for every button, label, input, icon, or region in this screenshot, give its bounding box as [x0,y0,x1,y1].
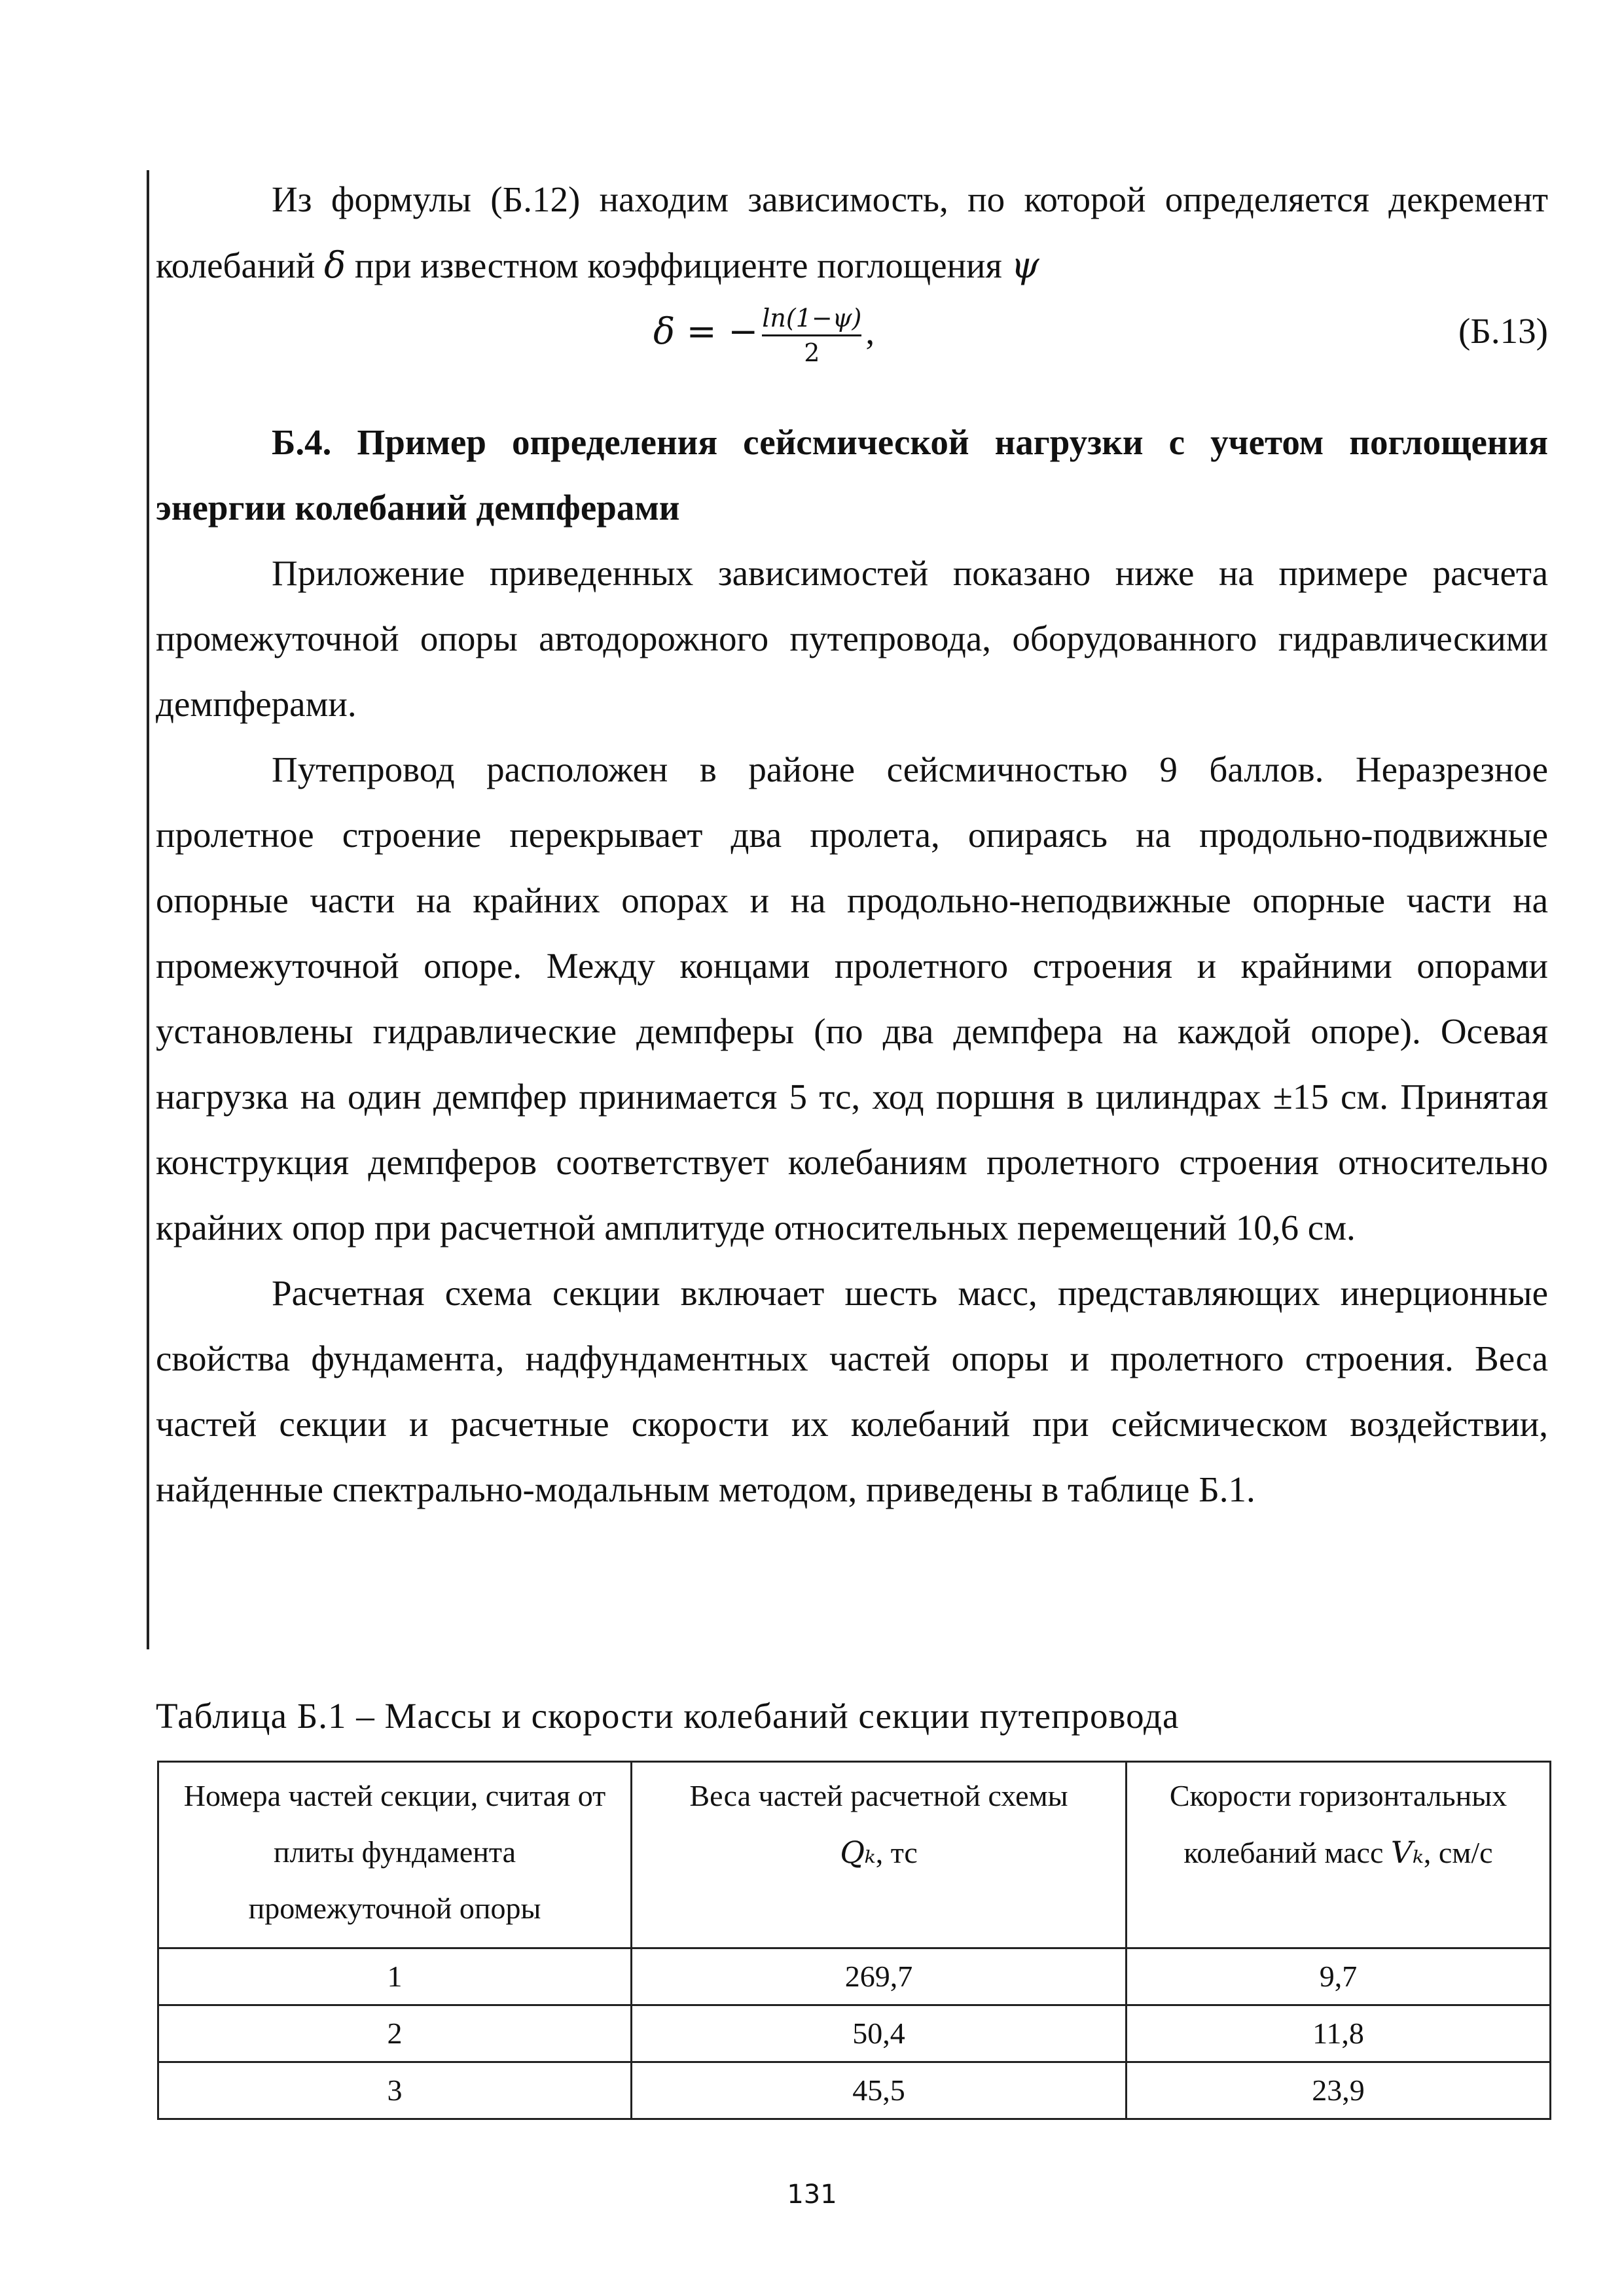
formula-numerator: ln(1−ψ) [762,303,862,332]
delta-symbol: δ [324,244,346,286]
formula-fraction [762,303,862,367]
header-weight: Веса частей расчетной схемы Qₖ, тс [632,1762,1127,1948]
cell-weight: 45,5 [632,2062,1127,2119]
header-speed: Скорости горизонтальных колебаний масс Vₖ, см/с [1127,1762,1551,1948]
formula-trailing: , [865,312,875,351]
section-heading: Б.4. Пример определения сейсмической нагрузки с учетом поглощения энергии колебаний демпферами [156,422,1548,528]
paragraph-scheme: Расчетная схема секции включает шесть масс, представляющих инерционные свойства фундамента, надфундаментных частей опоры и пролетного строения. Веса частей секции и расчетные скорости их колебаний при сейсмическом воздействии, найденные спектрально-модальным методом, приведены в таблице Б.1. [156,1273,1548,1509]
cell-num: 1 [158,1948,632,2005]
formula-number: (Б.13) [1458,311,1548,351]
psi-symbol: ψ [1011,244,1039,286]
table-row [158,2062,1551,2119]
margin-rule [147,170,149,1649]
cell-weight: 50,4 [632,2005,1127,2062]
header-part-number: Номера частей секции, считая от плиты фундамента промежуточной опоры [158,1762,632,1948]
page-number: 131 [787,2179,837,2210]
cell-num: 2 [158,2005,632,2062]
formula-expression [653,298,875,365]
formula-lhs: δ = − [653,310,759,352]
paragraph-overpass: Путепровод расположен в районе сейсмичностью 9 баллов. Неразрезное пролетное строение перекрывает два пролета, опираясь на продольно-подвижные опорные части на крайних опорах и на продольно-неподвижные опорные части на промежуточной опоре. Между концами пролетного строения и крайними опорами установлены гидравлические демпферы (по два демпфера на каждой опоре). Осевая нагрузка на один демпфер принимается 5 тс, ход поршня в цилиндрах ±15 см. Принятая конструкция демпферов соответствует колебаниям пролетного строения относительно крайних опор при расчетной амплитуде относительных перемещений 10,6 см. [156,749,1548,1247]
body-text [156,167,1548,1522]
cell-num: 3 [158,2062,632,2119]
cell-speed: 9,7 [1127,1948,1551,2005]
data-table [157,1761,1551,2120]
table-row [158,2005,1551,2062]
table-header-row [158,1762,1551,1948]
formula-denominator: 2 [804,338,820,367]
cell-weight: 269,7 [632,1948,1127,2005]
paragraph-application: Приложение приведенных зависимостей показано ниже на примере расчета промежуточной опоры автодорожного путепровода, оборудованного гидравлическими демпферами. [156,553,1548,724]
cell-speed: 11,8 [1127,2005,1551,2062]
formula-b13 [156,298,1548,370]
cell-speed: 23,9 [1127,2062,1551,2119]
table-row [158,1948,1551,2005]
paragraph-intro: Из формулы (Б.12) находим зависимость, по которой определяется декремент колебаний δ при известном коэффициенте поглощения ψ [156,179,1548,286]
table-title: Таблица Б.1 – Массы и скорости колебаний секции путепровода [156,1696,1180,1736]
